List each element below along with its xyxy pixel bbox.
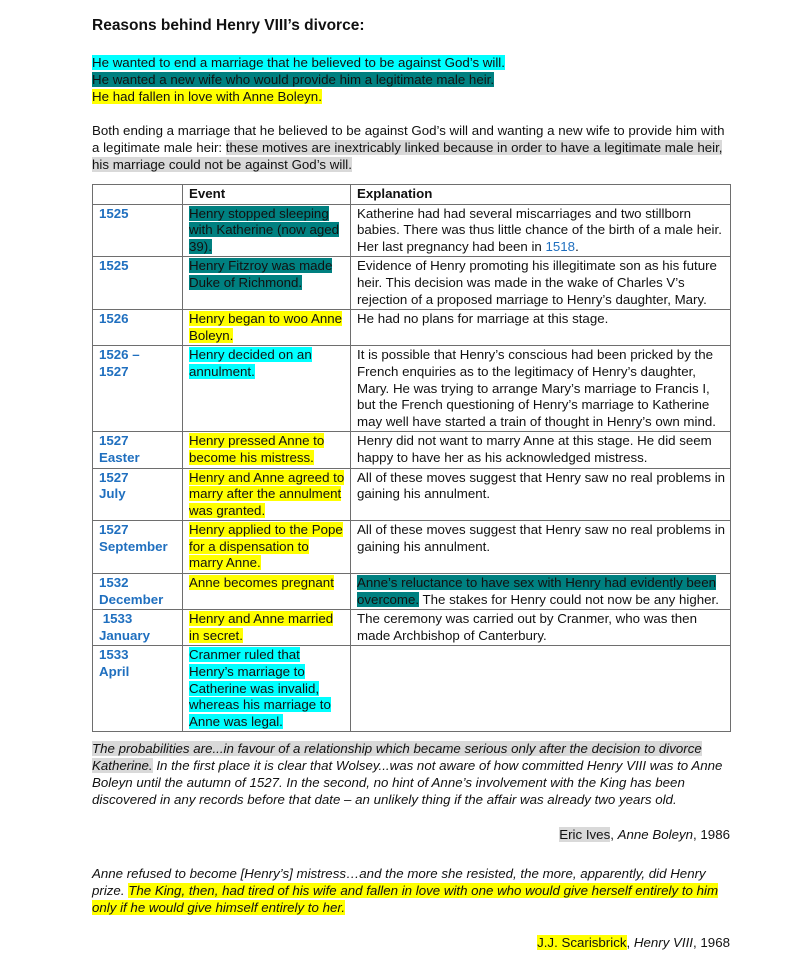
row-event [183,257,351,310]
row-event [183,204,351,257]
analysis-paragraph [92,122,730,173]
row-event [183,468,351,521]
explanation-text: The stakes for Henry could not now be any higher. [419,591,719,607]
row-explanation [351,574,731,610]
citation-author: J.J. Scarisbrick [537,935,627,950]
row-event [183,310,351,346]
quote-highlight: The probabilities are...in favour of a relationship which became serious only after the decision to divorce Katherine. [92,741,702,773]
row-explanation: He had no plans for marriage at this stage. [351,310,731,346]
date-text: 1526 – 1527 [99,347,140,379]
reason-item [92,88,730,105]
event-text: Henry pressed Anne to become his mistress. [189,433,325,465]
table-row [93,610,731,646]
quote-highlight: The King, then, had tired of his wife and fallen in love with one who would give herself entirely to him only if he would give himself entirely to her. [92,883,719,915]
table-row [93,646,731,732]
citation-year: , 1968 [693,935,730,950]
date-text: 1527 July [99,469,129,502]
reasons-list [92,54,730,105]
event-text: Anne becomes pregnant [189,575,334,591]
date-text: 1527 Easter [99,433,140,465]
row-event [183,646,351,732]
row-explanation: Evidence of Henry promoting his illegitimate son as his future heir. This decision was made in the wake of Charles V’s rejection of a proposed marriage to Henry’s daughter, Mary. [351,257,731,310]
reason-text: He wanted a new wife who would provide him a legitimate male heir. [92,72,495,87]
quote-text: In the first place it is clear that Wolsey...was not aware of how committed Henry VIII was to Anne Boleyn until the autumn of 1527. In the second, no hint of Anne’s involvement with the King has been discovered in any records before that date – an unlikely thing if the affair was already two years old. [92,758,723,807]
header-event: Event [183,185,351,205]
citation-author: Eric Ives [559,827,611,842]
reason-item [92,54,730,71]
explanation-highlight: Anne’s reluctance to have sex with Henry had evidently been overcome. [357,575,716,607]
date-text: 1533 April [99,647,130,680]
quote-scarisbrick [92,865,730,916]
quote-ives [92,740,730,808]
timeline-table [92,184,731,732]
table-row [93,521,731,574]
citation-scarisbrick: J.J. Scarisbrick, Henry VIII, 1968 [537,935,730,950]
quote-text: Anne refused to become [Henry’s] mistress…and the more she resisted, the more, apparently, did Henry prize. [92,866,706,898]
date-text: 1525 [99,205,129,221]
table-row [93,574,731,610]
event-text: Cranmer ruled that Henry’s marriage to Catherine was invalid, whereas his marriage to Anne was legal. [189,647,331,729]
explanation-year: 1518 [545,238,576,254]
row-explanation [351,204,731,257]
quotes-section [92,740,730,951]
event-text: Henry stopped sleeping with Katherine (now aged 39). [189,205,340,254]
row-event [183,521,351,574]
event-text: Henry began to woo Anne Boleyn. [189,311,343,343]
explanation-end: . [575,238,579,254]
document [92,16,730,173]
table-row [93,346,731,432]
event-text: Henry decided on an annulment. [189,347,312,379]
row-explanation: It is possible that Henry’s conscious had been pricked by the French enquiries as to the legitimacy of Henry’s daughter, Mary. He was trying to arrange Mary’s marriage to Francis I, but the French questioning of Henry’s marriage to Katherine may well have started a train of thought in Henry’s own mind. [351,346,731,432]
event-text: Henry and Anne married in secret. [189,611,334,643]
analysis-highlight: these motives are inextricably linked because in order to have a legitimate male heir, his marriage could not be against God’s will. [92,140,723,172]
page-title: Reasons behind Henry VIII’s divorce: [92,17,365,34]
row-explanation: The ceremony was carried out by Cranmer, who was then made Archbishop of Canterbury. [351,610,731,646]
row-explanation: All of these moves suggest that Henry saw no real problems in gaining his annulment. [351,521,731,574]
citation-year: , 1986 [693,827,730,842]
row-date [93,610,183,646]
row-date [93,468,183,521]
row-explanation [351,646,731,732]
header-date [93,185,183,205]
date-text: 1527 September [99,522,168,554]
reason-text: He had fallen in love with Anne Boleyn. [92,89,322,104]
date-text: 1526 [99,311,129,327]
table-row [93,204,731,257]
row-date [93,432,183,468]
row-date [93,310,183,346]
row-date [93,346,183,432]
header-explanation: Explanation [351,185,731,205]
table-row [93,432,731,468]
date-text: 1533 January [99,611,150,643]
row-event [183,432,351,468]
reason-item [92,71,730,88]
row-explanation: All of these moves suggest that Henry saw no real problems in gaining his annulment. [351,468,731,521]
row-event [183,574,351,610]
row-explanation: Henry did not want to marry Anne at this stage. He did seem happy to have her as his acknowledged mistress. [351,432,731,468]
row-date [93,646,183,732]
event-text: Henry applied to the Pope for a dispensation to marry Anne. [189,522,343,571]
reason-text: He wanted to end a marriage that he believed to be against God’s will. [92,55,505,70]
citation-work: Henry VIII [633,935,694,950]
table-row [93,257,731,310]
event-text: Henry Fitzroy was made Duke of Richmond. [189,258,333,290]
date-text: 1525 [99,258,129,274]
table-row [93,468,731,521]
analysis-lead: Both ending a marriage that he believed to be against God’s will and wanting a new wife to provide him with a legitimate male heir: [92,123,725,155]
row-event [183,610,351,646]
event-text: Henry and Anne agreed to marry after the annulment was granted. [189,469,345,518]
table-header-row [93,185,731,205]
table-row [93,310,731,346]
row-date [93,257,183,310]
citation-work: Anne Boleyn [617,827,694,842]
citation-ives: Eric Ives, Anne Boleyn, 1986 [559,827,730,842]
row-date [93,574,183,610]
date-text: 1532 December [99,575,164,607]
explanation-text: Katherine had had several miscarriages and two stillborn babies. There was thus little chance of the birth of a male heir. Her last pregnancy had been in [357,205,722,254]
row-event [183,346,351,432]
row-date [93,521,183,574]
row-date [93,204,183,257]
